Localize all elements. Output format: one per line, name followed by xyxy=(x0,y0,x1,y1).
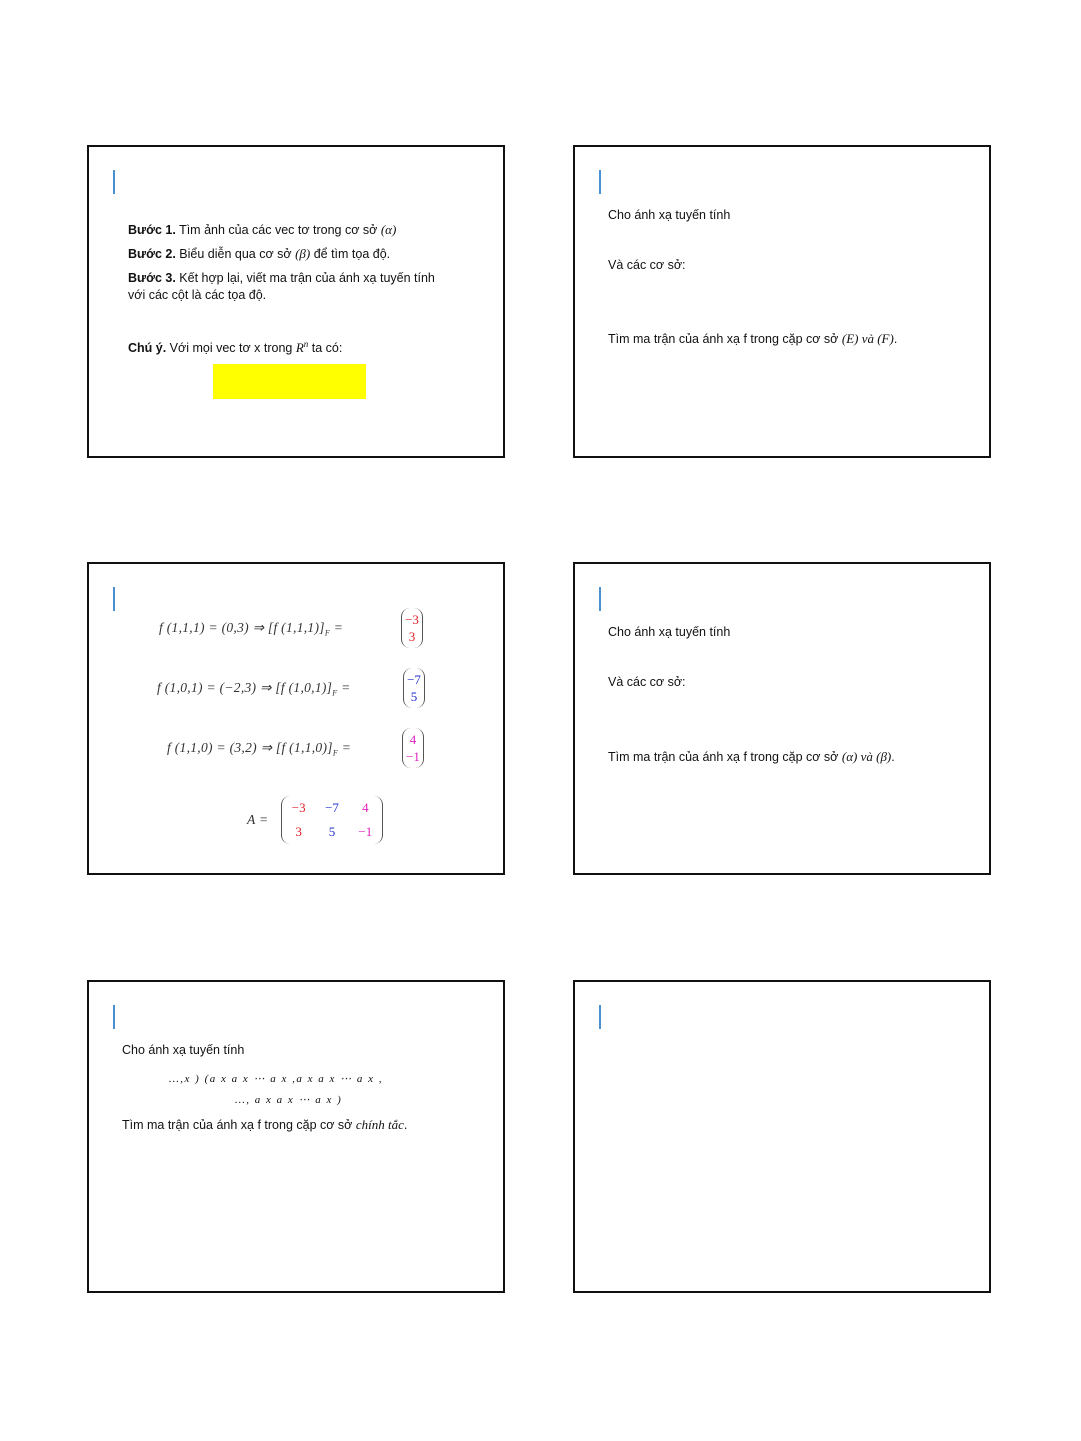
step-1-text: Tìm ảnh của các vec tơ trong cơ sở xyxy=(175,223,381,237)
matrix-cell: 3 xyxy=(295,824,302,839)
matrix-label: A = xyxy=(247,812,269,827)
step-2-label: Bước 2. xyxy=(128,247,176,261)
step-1 xyxy=(128,221,396,239)
bases-line: Và các cơ sở: xyxy=(608,258,686,272)
step-2-math: (β) xyxy=(295,246,311,261)
matrix-cell: −3 xyxy=(291,800,306,815)
question-text: Tìm ma trận của ánh xạ f trong cặp cơ sở xyxy=(608,750,842,764)
slide-1 xyxy=(87,145,505,458)
question-end: . xyxy=(403,1118,408,1132)
formula-line-1: …,x ) (a x a x ⋯ a x ,a x a x ⋯ a x , xyxy=(169,1073,384,1085)
matrix-cell: 4 xyxy=(362,800,369,815)
title-accent-bar xyxy=(113,1005,115,1029)
vector-1 xyxy=(401,608,423,648)
title-accent-bar xyxy=(599,587,601,611)
vector-1-top: −3 xyxy=(405,612,419,627)
slide-3 xyxy=(87,562,505,875)
question-text: Tìm ma trận của ánh xạ f trong cặp cơ sở xyxy=(608,332,842,346)
step-3-label: Bước 3. xyxy=(128,271,176,285)
equation-3: f (1,1,0) = (3,2) ⇒ [f $(1,1,0)]_F$ = xyxy=(167,740,352,758)
vector-3-top: 4 xyxy=(409,732,417,747)
step-3-text: Kết hợp lại, viết ma trận của ánh xạ tuyến tính xyxy=(175,271,435,285)
step-1-math: (α) xyxy=(380,222,397,237)
matrix-cell: 5 xyxy=(328,824,336,839)
vector-3 xyxy=(402,728,424,768)
question-math: (E) và (F) xyxy=(841,331,894,346)
step-2-text-end: để tìm tọa độ. xyxy=(310,247,391,261)
equation-1-sub: F xyxy=(324,628,331,638)
matrix-cell: −7 xyxy=(325,800,339,815)
vector-1-bottom: 3 xyxy=(408,629,416,644)
vector-2 xyxy=(403,668,425,708)
question-line xyxy=(122,1116,407,1134)
question-math: (α) và (β) xyxy=(841,749,892,764)
title-accent-bar xyxy=(599,1005,601,1029)
equation-3-sub: F xyxy=(332,748,339,758)
equation-1-left: f (1,1,1) = (0,3) ⇒ [f (1,1,1)] xyxy=(159,620,325,635)
slide-2 xyxy=(573,145,991,458)
title-accent-bar xyxy=(113,587,115,611)
step-2-text: Biểu diễn qua cơ sở xyxy=(175,247,296,261)
note-superscript: n xyxy=(303,339,309,349)
note xyxy=(128,336,342,357)
equation-2-left: f (1,0,1) = (−2,3) ⇒ [f (1,0,1)] xyxy=(157,680,333,695)
equation-3-left: f (1,1,0) = (3,2) ⇒ [f (1,1,0)] xyxy=(167,740,333,755)
slide-4 xyxy=(573,562,991,875)
title-accent-bar xyxy=(599,170,601,194)
slide-5 xyxy=(87,980,505,1293)
bases-line: Và các cơ sở: xyxy=(608,675,686,689)
equation-2-sub: F xyxy=(332,688,338,698)
step-2 xyxy=(128,245,390,263)
step-1-label: Bước 1. xyxy=(128,223,176,237)
question-end: . xyxy=(893,332,898,346)
formula-line-2: …, a x a x ⋯ a x ) xyxy=(235,1094,343,1106)
step-3 xyxy=(128,270,435,287)
question-line xyxy=(608,330,897,348)
equation-1: f (1,1,1) = (0,3) ⇒ [f $(1,1,1)]_F$ = xyxy=(159,620,344,638)
equation-2: f (1,0,1) = (−2,3) ⇒ [f $(1,0,1)]_F$ = xyxy=(157,680,351,698)
question-text: Tìm ma trận của ánh xạ f trong cặp cơ sở xyxy=(122,1118,356,1132)
intro-line: Cho ánh xạ tuyến tính xyxy=(608,625,731,639)
step-3-line-2: với các cột là các tọa độ. xyxy=(128,288,267,302)
question-math: chính tắc xyxy=(355,1117,404,1132)
note-end: ta có: xyxy=(308,341,343,356)
vector-2-bottom: 5 xyxy=(410,689,418,704)
intro-line: Cho ánh xạ tuyến tính xyxy=(122,1043,245,1057)
slide-6 xyxy=(573,980,991,1293)
note-label: Chú ý. xyxy=(128,341,167,356)
note-text: Với mọi vec tơ x trong xyxy=(166,341,296,356)
matrix-cell: −1 xyxy=(358,824,373,839)
vector-2-top: −7 xyxy=(407,672,421,687)
question-end: . xyxy=(891,750,895,764)
highlight-box xyxy=(213,364,366,399)
vector-3-bottom: −1 xyxy=(406,749,420,764)
question-line xyxy=(608,748,895,766)
matrix-a xyxy=(281,796,383,844)
title-accent-bar xyxy=(113,170,115,194)
note-math: R xyxy=(295,340,304,356)
intro-line: Cho ánh xạ tuyến tính xyxy=(608,208,731,222)
